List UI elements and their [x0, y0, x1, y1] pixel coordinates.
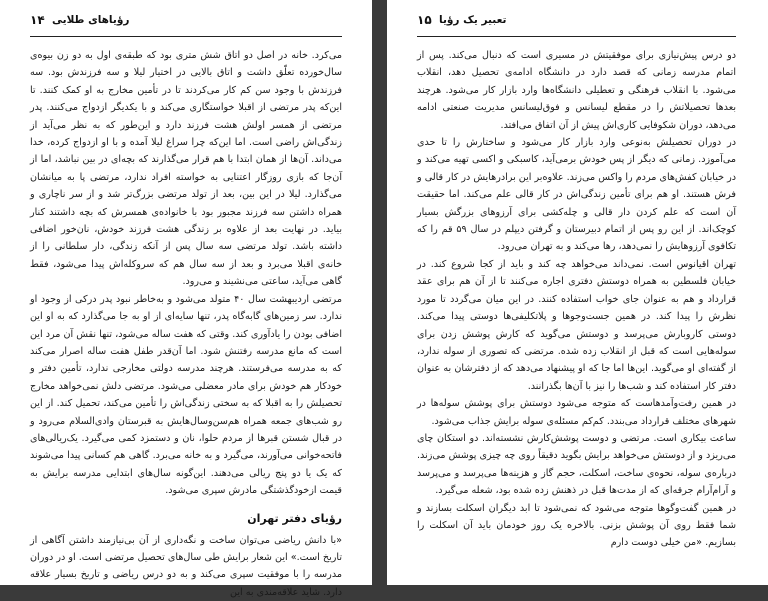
- body-paragraph: «با دانش ریاضی می‌توان ساخت و نگه‌داری از آن بی‌نیازمند داشتن آگاهی از تاریخ است.» این شعار برایش طی سال‌های تحصیل مرتضی است. او در دوران مدرسه را با موفقیت سپری می‌کند و به دو درس ریاضی و تاریخ بسیار علاقه دارد. شاید علاقه‌مندی به این: [30, 534, 342, 598]
- page-body: [30, 47, 342, 601]
- body-paragraph: در همین رفت‌وآمدهاست که متوجه می‌شود دوستش برای پوشش سوله‌ها در شهرهای مختلف قرارداد می‌بندد. کم‌کم مسئله‌ی سوله برایش جذاب می‌شود.: [417, 398, 736, 427]
- body-paragraph: می‌کرد. خانه در اصل دو اتاق شش متری بود که طبقه‌ی اول به دو زن بیوه‌ی سال‌خورده تعلّق داشت و اتاق بالایی در اختیار لیلا و سه فرزندش بود. سه فرزندش با وجود سن کم کار می‌کردند تا در تأمین مخارج به او کمک کنند. تا این‌که پدر مرتضی از اقبلا خواستگاری می‌کند و با یکدیگر ازدواج می‌کنند. پدر مرتضی از همسر اولش هشت فرزند دارد و این‌طور که به نظر می‌آید از زندگی‌اش راضی است. اما این‌که چرا سراغ لیلا آمده و با او ازدواج کرده، خدا می‌داند. آن‌ها از همان ابتدا با هم قرار می‌گذارند که بچه‌ای در بین نباشد، اما از آن‌جا که بازی روزگار اعتنایی به خواسته افراد ندارد، مرتضی پا به میانشان می‌گذارد. لیلا در این بین، بعد از تولد مرتضی بزرگ‌تر شد و از سر ناچاری و همراه داشتن سه فرزند مجبور بود با خانواده‌ی همسرش که بچه داشتند کنار بیاید. در نهایت بعد از علاوه بر زندگی هشت فرزند خودش، نان‌خور اضافی داشته باشد. تولد مرتضی سه سال پس از آنکه زندگی، دار سلطانی را از خانه‌ی اقبلا می‌برد و بعد از سه سال هم که سروکله‌اش پیدا می‌شود، فقط گاهی می‌آید، ساعتی می‌نشیند و می‌رود.: [30, 50, 342, 288]
- running-title: تعبیر یک رؤیا: [439, 14, 507, 26]
- body-paragraph: در همین گفت‌وگوها متوجه می‌شود که نمی‌شود تا ابد دیگران اسکلت بسازند و شما فقط روی آن پوشش بزنی. بالاخره یک روز خودمان باید آن اسکلت را بسازیم. «من خیلی دوست دارم: [417, 502, 736, 549]
- page-body: [417, 47, 736, 552]
- book-gutter: [372, 0, 387, 585]
- running-title: رؤیاهای طلایی: [52, 14, 130, 26]
- page-header: [417, 10, 736, 37]
- page-header: [30, 10, 342, 37]
- body-paragraph: تهران اقیانوس است. نمی‌داند می‌خواهد چه کند و باید از کجا شروع کند. در خیابان فلسطین به همراه دوستش دفتری اجاره می‌کنند تا از آن هم برای عقد قرارداد و هم به عنوان جای خواب استفاده کنند. در این میان می‌گردد تا مورد نظرش را پیدا کند. در همین جست‌وجوها و پلاتکلیفی‌ها دوستی پیدا می‌کند. دوستی کاروبارش می‌پرسد و دوستش می‌گوید که کارش پوشش زدن برای سوله‌هایی است که قبل از انقلاب زده شده. مرتضی که تصوری از سوله ندارد، از گفته‌ای او می‌گوید. این‌ها اما جا که او پیشنهاد می‌دهد که از دفترشان به عنوان دفتر کار استفاده کند و شب‌ها را نیز با آن‌ها بگذرانند.: [417, 258, 736, 392]
- page-number: ۱۴: [30, 13, 45, 27]
- section-heading: رؤیای دفتر تهران: [247, 511, 342, 525]
- body-paragraph: در دوران تحصیلش به‌نوعی وارد بازار کار می‌شود و ساختارش را تا حدی می‌آموزد. زمانی که دیگر از پس خودش برمی‌آید، کاسبکی و اکسی تهیه می‌کند و در خیابان کفش‌های مردم را واکس می‌زند. علاوه‌بر این برادرهایش در کار قالی و فرش هستند. او هم برای تأمین زندگی‌اش در کار قالی علم می‌کند. اما حقیقت آن است که علم کردن دار قالی و چله‌کشی برای آرزوهای بزرگش بسیار کوچک‌اند. از این رو پس از اتمام دبیرستان و گرفتن دیپلم در سال ۵۹ قم را که تکافوی آرزوهایش را نمی‌دهد، رها می‌کند و به تهران می‌رود.: [417, 137, 736, 253]
- body-paragraph: دو درس پیش‌نیازی برای موفقیتش در مسیری است که دنبال می‌کند. پس از اتمام مدرسه زمانی که قصد دارد در دانشگاه ادامه‌ی تحصیل دهد، انقلاب می‌شود. با انقلاب فرهنگی و تعطیلی دانشگاه‌ها وارد بازار کار می‌شود. هرچند بعدها تحصیلاتش را در مقطع لیسانس و فوق‌لیسانس مدیریت صنعتی ادامه می‌دهد، دوران شکوفایی کاری‌اش پیش از آن اتفاق می‌افتد.: [417, 50, 736, 131]
- body-paragraph: مرتضی اردیبهشت سال ۴۰ متولد می‌شود و به‌خاطر نبود پدر درکی از وجود او ندارد. سر زمین‌های گابه‌گاه پدر، تنها سایه‌ای از او به جا می‌گذارد که به او این اضافی بودن را یادآوری کند. وقتی که هفت ساله می‌شود، تنها نقش آن مرد این است که مانع مدرسه رفتنش شود. اما آن‌قدر طفل هفت ساله اصرار می‌کند که به مدرسه می‌فرستند. هرچند مدرسه دولتی مخارجی ندارد، تأمین دفتر و خودکار هم خودش برای مادر معضلی می‌شود. مرتضی دلش نمی‌خواهد مخارج تحصیلش را به اقبلا که به سختی زندگی‌اش را تأمین می‌کند، تحمیل کند. از این رو شب‌های جمعه همراه هم‌سن‌وسال‌هایش به قبرستان وادی‌السلام می‌رود و در قبال شستن قبرها از مردم حلوا، نان و دستمزد کمی می‌گیرد. یک‌ریالی‌های فاتحه‌خوانی می‌آورند، می‌گیرد و به خانه می‌برد. گاهی هم کسانی پیدا می‌شوند که یک یا دو پنج ریالی می‌دهند. این‌گونه سال‌های ابتدایی مدرسه برایش به قیمت ازخودگذشتگی مادرش سپری می‌شود.: [30, 293, 342, 497]
- page-number: ۱۵: [417, 13, 432, 27]
- right-page: [387, 0, 768, 585]
- body-paragraph: ساعت بیکاری است. مرتضی و دوست پوشش‌کارش نشسته‌اند. دو استکان چای می‌ریزد و از دوستش می‌خواهد برایش بگوید دقیقاً روی چه چیزی پوشش می‌زند. درباره‌ی سوله، نحوه‌ی ساخت، اسکلت، حجم گاز و هزینه‌ها می‌پرسد و می‌پرسد و آرام‌آرام جرقه‌ای که از مدت‌ها قبل در ذهنش زده شده بود، شعله می‌گیرد.: [417, 432, 736, 497]
- left-page: [0, 0, 372, 598]
